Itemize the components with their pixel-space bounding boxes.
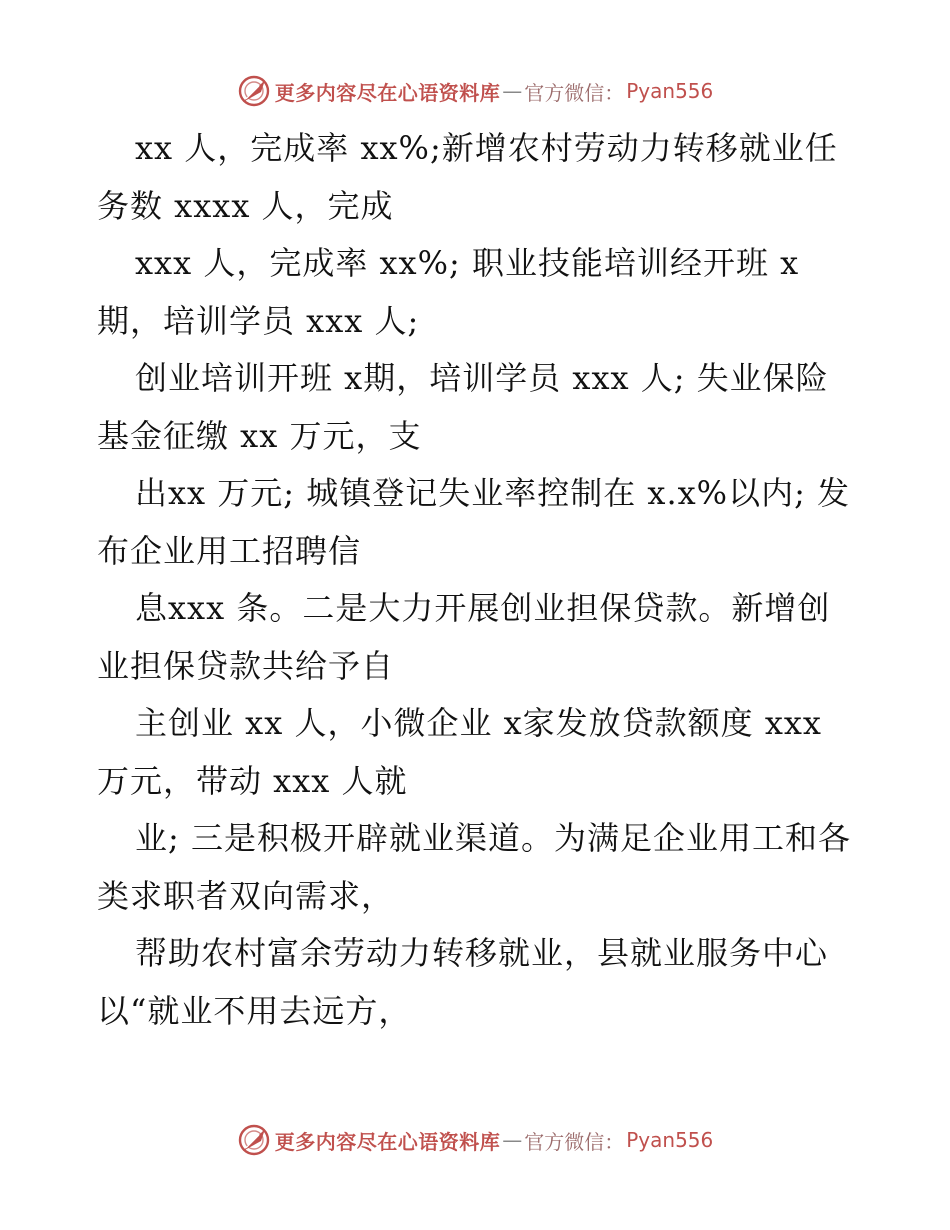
watermark-brand: 更多内容尽在心语资料库 — [274, 1129, 501, 1154]
watermark-wechat-label: 官方微信： — [524, 1129, 625, 1154]
watermark-brand: 更多内容尽在心语资料库 — [274, 80, 501, 105]
watermark-wechat-id: Pyan556 — [626, 79, 714, 103]
paragraph: 息xxx 条。二是大力开展创业担保贷款。新增创业担保贷款共给予自 — [97, 589, 831, 685]
paragraph: 出xx 万元; 城镇登记失业率控制在 x.x%以内; 发布企业用工招聘信 — [97, 474, 851, 570]
paragraph: xx 人，完成率 xx%;新增农村劳动力转移就业任务数 xxxx 人，完成 — [97, 129, 838, 225]
feather-quill-seal-icon — [237, 1123, 271, 1157]
paragraph: 主创业 xx 人，小微企业 x家发放贷款额度 xxx 万元，带动 xxx 人就 — [97, 704, 822, 800]
paragraph: 创业培训开班 x期，培训学员 xxx 人; 失业保险基金征缴 xx 万元，支 — [97, 359, 829, 455]
paragraph: 业; 三是积极开辟就业渠道。为满足企业用工和各类求职者双向需求， — [97, 819, 851, 915]
feather-quill-seal-icon — [237, 74, 271, 108]
header-watermark — [0, 74, 950, 108]
watermark-wechat-id: Pyan556 — [626, 1128, 714, 1152]
document-body — [97, 120, 857, 1040]
watermark-separator: — — [502, 79, 523, 103]
footer-watermark — [0, 1123, 950, 1157]
watermark-wechat-label: 官方微信： — [524, 80, 625, 105]
paragraph: 帮助农村富余劳动力转移就业，县就业服务中心以“就业不用去远方， — [97, 934, 829, 1030]
paragraph: xxx 人，完成率 xx%; 职业技能培训经开班 x 期，培训学员 xxx 人; — [97, 244, 800, 340]
watermark-separator: — — [502, 1128, 523, 1152]
